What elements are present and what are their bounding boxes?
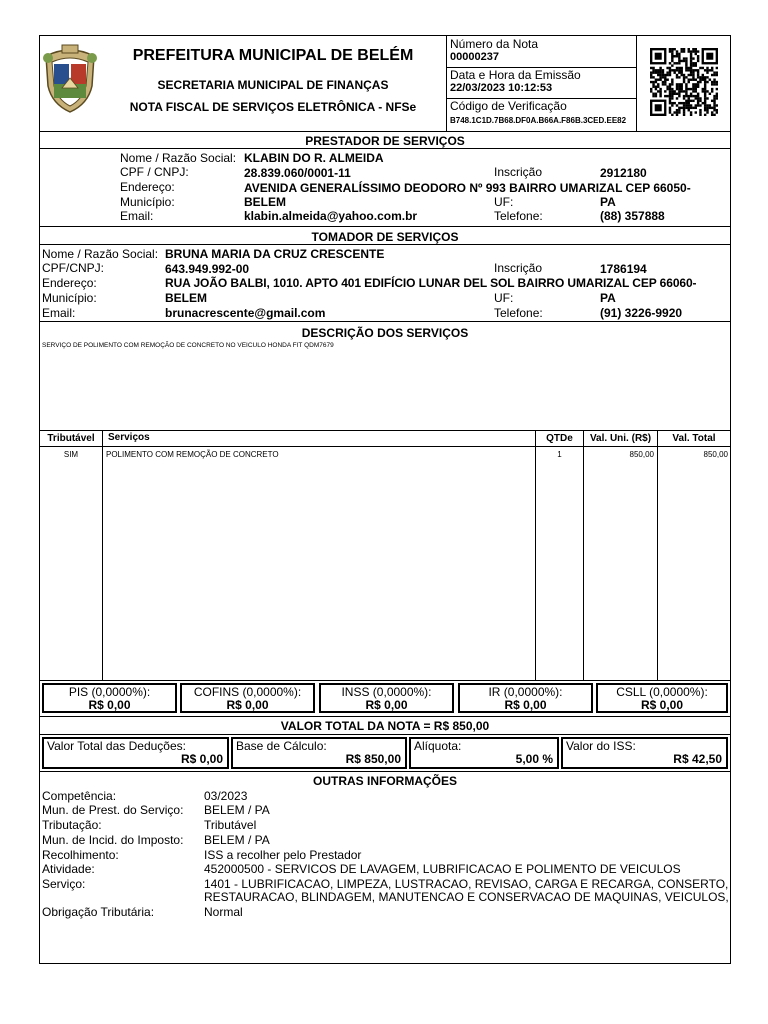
header-divider-qr — [636, 35, 637, 131]
tomador-endereco-label: Endereço: — [42, 276, 97, 290]
prestador-telefone-label: Telefone: — [494, 209, 543, 223]
tax-pis-label: PIS (0,0000%): — [68, 685, 151, 699]
outras-value-servico: 1401 - LUBRIFICACAO, LIMPEZA, LUSTRACAO, REVISAO, CARGA E RECARGA, CONSERTO, — [204, 877, 729, 891]
table-col-divider-1 — [102, 430, 103, 680]
summary-base-calculo-value: R$ 850,00 — [345, 752, 401, 766]
prestador-email-label: Email: — [120, 209, 154, 223]
valor-total-nota: VALOR TOTAL DA NOTA = R$ 850,00 — [280, 719, 490, 733]
header-divider — [446, 35, 447, 131]
tomador-inscricao-label: Inscrição — [494, 261, 543, 275]
tomador-nome-label: Nome / Razão Social: — [42, 247, 159, 261]
tax-csll-value: R$ 0,00 — [640, 698, 684, 712]
summary-base-calculo — [231, 737, 407, 769]
table-header-rule — [39, 446, 731, 447]
outras-value-recolhimento: ISS a recolher pelo Prestador — [204, 848, 362, 862]
tomador-telefone: (91) 3226-9920 — [600, 306, 683, 320]
outras-value-obrigacao: Normal — [204, 905, 243, 919]
outras-label-competencia: Competência: — [42, 789, 117, 803]
prestador-municipio: BELEM — [244, 195, 286, 209]
qr-code-icon — [650, 48, 718, 116]
tomador-email-label: Email: — [42, 306, 76, 320]
taxes-bottom-rule — [39, 716, 731, 717]
table-top-rule — [39, 430, 731, 431]
tomador-bottom-rule — [39, 321, 731, 322]
prestador-nome-label: Nome / Razão Social: — [120, 151, 237, 165]
prestador-uf-label: UF: — [494, 195, 514, 209]
outras-label-atividade: Atividade: — [42, 862, 95, 876]
prestador-uf: PA — [600, 195, 616, 209]
table-header-servicos: Serviços — [108, 432, 150, 443]
data-emissao-value: 22/03/2023 10:12:53 — [450, 82, 553, 94]
tax-cofins-value: R$ 0,00 — [226, 698, 269, 712]
tax-ir-label: IR (0,0000%): — [488, 685, 563, 699]
tomador-inscricao: 1786194 — [600, 262, 647, 276]
table-col-divider-2 — [535, 430, 536, 680]
summary-deducoes-value: R$ 0,00 — [180, 752, 223, 766]
descricao-text: SERVIÇO DE POLIMENTO COM REMOÇÃO DE CONCRETO NO VEICULO HONDA FIT QDM7679 — [42, 342, 334, 349]
numero-label: Número da Nota — [450, 37, 539, 51]
prestador-cpf: 28.839.060/0001-11 — [244, 166, 351, 180]
tomador-cpf: 643.949.992-00 — [165, 262, 250, 276]
table-header-tributavel: Tributável — [47, 433, 95, 444]
valor-total-rule — [39, 734, 731, 735]
prestador-nome: KLABIN DO R. ALMEIDA — [244, 151, 384, 165]
tax-cofins — [180, 683, 315, 713]
summary-aliquota-value: 5,00 % — [515, 752, 553, 766]
table-header-qtde: QTDe — [546, 433, 573, 444]
header-bottom-rule — [39, 131, 731, 132]
tax-csll-label: CSLL (0,0000%): — [616, 685, 708, 699]
row-val-total: 850,00 — [703, 450, 728, 459]
header-doc-type: NOTA FISCAL DE SERVIÇOS ELETRÔNICA - NFSe — [129, 100, 417, 114]
prestador-bottom-rule — [39, 226, 731, 227]
summary-aliquota-label: Alíquota: — [414, 739, 462, 753]
outras-value-competencia: 03/2023 — [204, 789, 248, 803]
outras-value-mun-prest: BELEM / PA — [204, 803, 270, 817]
summary-valor-iss — [561, 737, 728, 769]
tax-cofins-label: COFINS (0,0000%): — [193, 685, 302, 699]
summary-base-calculo-label: Base de Cálculo: — [236, 739, 327, 753]
prestador-endereco: AVENIDA GENERALÍSSIMO DEODORO Nº 993 BAIRRO UMARIZAL CEP 66050- — [244, 181, 691, 195]
tomador-nome: BRUNA MARIA DA CRUZ CRESCENTE — [165, 247, 385, 261]
tomador-municipio: BELEM — [165, 291, 207, 305]
tomador-title-rule — [39, 244, 731, 245]
outras-label-tributacao: Tributação: — [42, 818, 102, 832]
tax-pis — [42, 683, 177, 713]
tax-ir — [458, 683, 593, 713]
tax-inss-label: INSS (0,0000%): — [341, 685, 432, 699]
codigo-verificacao-label: Código de Verificação — [450, 99, 567, 113]
tax-inss — [319, 683, 454, 713]
summary-valor-iss-value: R$ 42,50 — [673, 752, 722, 766]
tomador-email: brunacrescente@gmail.com — [165, 306, 326, 320]
tax-inss-value: R$ 0,00 — [365, 698, 408, 712]
data-emissao-label: Data e Hora da Emissão — [450, 68, 581, 82]
table-col-divider-3 — [583, 430, 584, 680]
summary-deducoes-label: Valor Total das Deduções: — [47, 739, 186, 753]
row-servico: POLIMENTO COM REMOÇÃO DE CONCRETO — [106, 450, 279, 459]
tomador-section-title: TOMADOR DE SERVIÇOS — [311, 230, 459, 244]
tax-pis-value: R$ 0,00 — [88, 698, 131, 712]
outras-value-atividade: 452000500 - SERVICOS DE LAVAGEM, LUBRIFICACAO E POLIMENTO DE VEICULOS — [204, 862, 681, 876]
tomador-endereco: RUA JOÃO BALBI, 1010. APTO 401 EDIFÍCIO LUNAR DEL SOL BAIRRO UMARIZAL CEP 66060- — [165, 276, 697, 290]
prestador-inscricao: 2912180 — [600, 166, 647, 180]
city-coat-of-arms-icon — [40, 42, 100, 114]
prestador-telefone: (88) 357888 — [600, 209, 665, 223]
summary-deducoes — [42, 737, 229, 769]
descricao-section-title: DESCRIÇÃO DOS SERVIÇOS — [301, 326, 469, 340]
tax-csll — [596, 683, 728, 713]
tomador-municipio-label: Município: — [42, 291, 97, 305]
table-bottom-rule — [39, 680, 731, 681]
tomador-uf-label: UF: — [494, 291, 514, 305]
prestador-email: klabin.almeida@yahoo.com.br — [244, 209, 418, 223]
outras-label-mun-prest: Mun. de Prest. do Serviço: — [42, 803, 184, 817]
outras-label-obrigacao: Obrigação Tributária: — [42, 905, 155, 919]
outras-label-recolhimento: Recolhimento: — [42, 848, 119, 862]
outras-section-title: OUTRAS INFORMAÇÕES — [313, 774, 457, 788]
numero-value: 00000237 — [450, 51, 499, 63]
summary-aliquota — [409, 737, 559, 769]
tomador-telefone-label: Telefone: — [494, 306, 543, 320]
outras-value-mun-incid: BELEM / PA — [204, 833, 270, 847]
prestador-section-title: PRESTADOR DE SERVIÇOS — [305, 134, 465, 148]
tax-ir-value: R$ 0,00 — [504, 698, 547, 712]
row-tributavel: SIM — [63, 450, 79, 459]
header-title: PREFEITURA MUNICIPAL DE BELÉM — [132, 47, 414, 64]
prestador-title-rule — [39, 148, 731, 149]
row-qtde: 1 — [557, 450, 562, 459]
table-header-val-uni: Val. Uni. (R$) — [589, 433, 652, 444]
summary-bottom-rule — [39, 771, 731, 772]
prestador-cpf-label: CPF / CNPJ: — [120, 165, 189, 179]
prestador-endereco-label: Endereço: — [120, 180, 175, 194]
outras-value-tributacao: Tributável — [204, 818, 257, 832]
codigo-verificacao-value: B748.1C1D.7B68.DF0A.B66A.F86B.3CED.EE82 — [450, 116, 627, 125]
table-col-divider-4 — [657, 430, 658, 680]
summary-valor-iss-label: Valor do ISS: — [566, 739, 636, 753]
tomador-cpf-label: CPF/CNPJ: — [42, 261, 105, 275]
outras-label-mun-incid: Mun. de Incid. do Imposto: — [42, 833, 184, 847]
header-subtitle: SECRETARIA MUNICIPAL DE FINANÇAS — [157, 78, 389, 92]
table-header-val-total: Val. Total — [672, 433, 716, 444]
tomador-uf: PA — [600, 291, 616, 305]
row-val-uni: 850,00 — [629, 450, 654, 459]
outras-value-servico-cont: RESTAURACAO, BLINDAGEM, MANUTENCAO E CONSERVACAO DE MAQUINAS, VEICULOS, — [204, 890, 729, 904]
prestador-inscricao-label: Inscrição — [494, 165, 543, 179]
outras-label-servico: Serviço: — [42, 877, 86, 891]
prestador-municipio-label: Município: — [120, 195, 175, 209]
